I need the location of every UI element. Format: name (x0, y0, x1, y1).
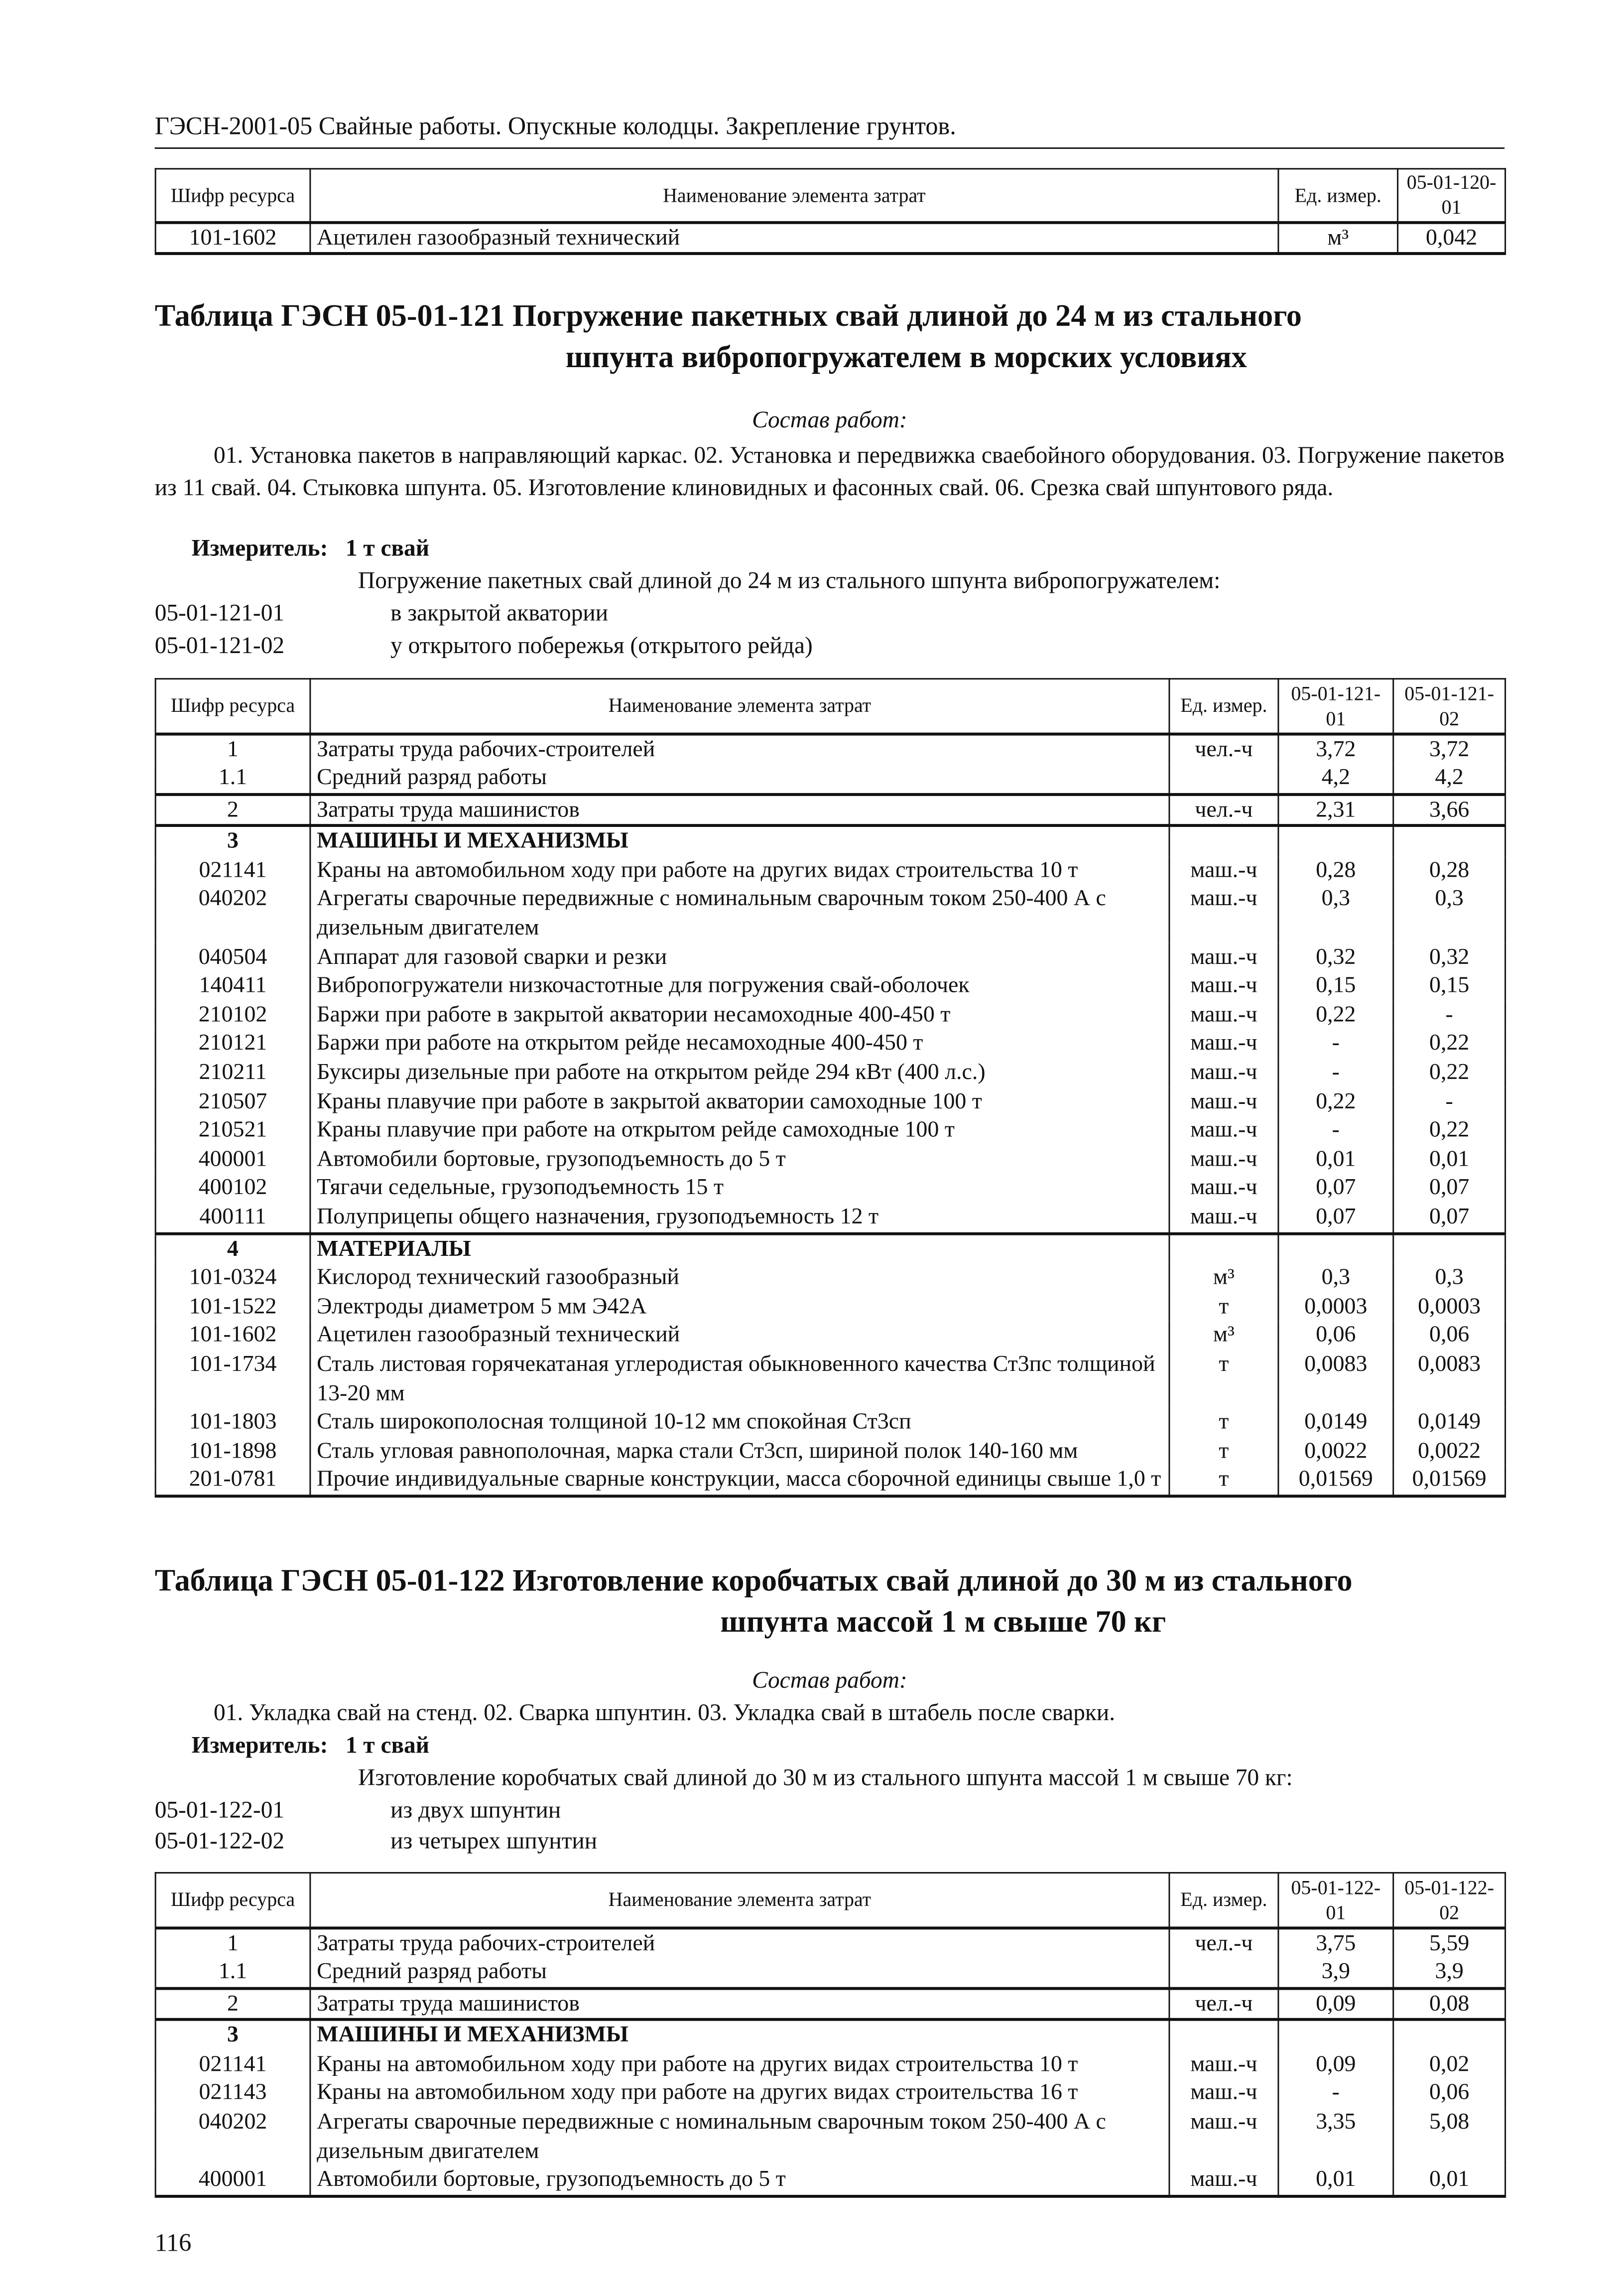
resource-code: 101-1602 (155, 1321, 310, 1350)
table-row (155, 1059, 1505, 1087)
norm-value (1278, 826, 1393, 856)
cost-element-name: Краны плавучие при работе в закрытой акватории самоходные 100 т (310, 1087, 1169, 1116)
unit (1169, 764, 1278, 794)
header-row (155, 169, 1505, 222)
norm-value: 0,01 (1278, 1145, 1393, 1174)
norm-value: 0,07 (1278, 1203, 1393, 1233)
resource-code: 2 (155, 1988, 310, 2020)
variant-code: 05-01-122-02 (154, 1829, 285, 1855)
norm-value: - (1278, 1030, 1393, 1059)
norm-value: 0,01569 (1393, 1466, 1505, 1496)
table-section (155, 826, 1505, 1233)
norm-value (1393, 826, 1505, 856)
norm-value: 0,15 (1393, 972, 1505, 1001)
resource-code: 021141 (155, 856, 310, 885)
col-header-code: Шифр ресурса (155, 1873, 310, 1927)
norm-value: 0,01569 (1278, 1466, 1393, 1496)
col-header-unit: Ед. измер. (1169, 1873, 1278, 1927)
table-122-title-line2: шпунта массой 1 м свыше 70 кг (720, 1604, 1166, 1639)
cost-element-name: Краны на автомобильном ходу при работе на других видах строительства 10 т (310, 2050, 1169, 2079)
norm-value: - (1393, 1001, 1505, 1030)
norm-value: 3,72 (1393, 733, 1505, 764)
table-row (155, 1233, 1505, 1263)
unit: маш.-ч (1169, 856, 1278, 885)
resource-code: 210121 (155, 1030, 310, 1059)
norm-value: 0,07 (1278, 1174, 1393, 1203)
table-row (155, 1001, 1505, 1030)
unit (1169, 826, 1278, 856)
table-row (155, 1927, 1505, 1958)
table-row (155, 1350, 1505, 1408)
header-rule (155, 147, 1504, 149)
norm-value (1278, 1233, 1393, 1263)
cost-element-name: Затраты труда рабочих-строителей (310, 1927, 1169, 1958)
col-header-unit: Ед. измер. (1169, 679, 1278, 733)
variant-code: 05-01-122-01 (154, 1798, 285, 1824)
norm-value: 0,22 (1393, 1116, 1505, 1145)
resource-code: 4 (155, 1233, 310, 1263)
table-row (155, 2050, 1505, 2079)
unit: чел.-ч (1169, 794, 1278, 826)
table-row (155, 222, 1505, 254)
norm-value: 0,22 (1393, 1059, 1505, 1087)
cost-element-name: Вибропогружатели низкочастотные для погружения свай-оболочек (310, 972, 1169, 1001)
unit: т (1169, 1292, 1278, 1321)
norm-value: 0,3 (1393, 1263, 1505, 1292)
norm-value: 0,06 (1393, 1321, 1505, 1350)
variant-text: у открытого побережья (открытого рейда) (390, 634, 813, 659)
cost-element-name: МАШИНЫ И МЕХАНИЗМЫ (310, 2020, 1169, 2050)
col-header-norm: 05-01-122-02 (1393, 1873, 1505, 1927)
norm-value: 0,22 (1278, 1087, 1393, 1116)
unit: маш.-ч (1169, 2166, 1278, 2196)
work-composition-label: Состав работ: (752, 1668, 907, 1694)
norm-value: 5,08 (1393, 2108, 1505, 2166)
norm-value: 0,0022 (1393, 1437, 1505, 1466)
resource-code: 1.1 (155, 764, 310, 794)
norm-value: 0,0003 (1278, 1292, 1393, 1321)
unit: м³ (1278, 222, 1398, 254)
unit: м³ (1169, 1321, 1278, 1350)
cost-element-name: Баржи при работе в закрытой акватории несамоходные 400-450 т (310, 1001, 1169, 1030)
table-05-01-122 (155, 1872, 1506, 2197)
resource-code: 400001 (155, 1145, 310, 1174)
col-header-norm: 05-01-121-02 (1393, 679, 1505, 733)
unit: маш.-ч (1169, 1116, 1278, 1145)
table-121-title-line1: Таблица ГЭСН 05-01-121 Погружение пакетных свай длиной до 24 м из стального (154, 297, 1302, 333)
unit: м³ (1169, 1263, 1278, 1292)
table-section (155, 1233, 1505, 1496)
table-row (155, 856, 1505, 885)
measure-unit: Измеритель: 1 т свай (191, 537, 429, 562)
norm-value: - (1278, 1059, 1393, 1087)
table-row (155, 1321, 1505, 1350)
unit: маш.-ч (1169, 1001, 1278, 1030)
resource-code: 101-1734 (155, 1350, 310, 1408)
unit: чел.-ч (1169, 1988, 1278, 2020)
norm-value: - (1278, 1116, 1393, 1145)
table-122-title-line1: Таблица ГЭСН 05-01-122 Изготовление коробчатых свай длиной до 30 м из стального (154, 1562, 1353, 1598)
resource-code: 101-1602 (155, 222, 310, 254)
table-section (155, 1988, 1505, 2020)
cost-element-name: Краны на автомобильном ходу при работе на других видах строительства 16 т (310, 2079, 1169, 2108)
cost-element-name: МАШИНЫ И МЕХАНИЗМЫ (310, 826, 1169, 856)
norm-value: 0,07 (1393, 1203, 1505, 1233)
norm-value: 0,0022 (1278, 1437, 1393, 1466)
cost-element-name: Баржи при работе на открытом рейде несамоходные 400-450 т (310, 1030, 1169, 1059)
norm-value: 5,59 (1393, 1927, 1505, 1958)
unit: маш.-ч (1169, 2050, 1278, 2079)
col-header-name: Наименование элемента затрат (310, 679, 1169, 733)
resource-code: 400001 (155, 2166, 310, 2196)
norm-value: 3,66 (1393, 794, 1505, 826)
cost-element-name: Краны на автомобильном ходу при работе на других видах строительства 10 т (310, 856, 1169, 885)
cost-element-name: Краны плавучие при работе на открытом рейде самоходные 100 т (310, 1116, 1169, 1145)
table-row (155, 2020, 1505, 2050)
resource-code: 1.1 (155, 1958, 310, 1988)
table-row (155, 1116, 1505, 1145)
norm-value: 0,09 (1278, 2050, 1393, 2079)
cost-element-name: Кислород технический газообразный (310, 1263, 1169, 1292)
norm-value: 3,72 (1278, 733, 1393, 764)
cost-element-name: Затраты труда рабочих-строителей (310, 733, 1169, 764)
table-row (155, 972, 1505, 1001)
col-header-norm: 05-01-122-01 (1278, 1873, 1393, 1927)
unit: чел.-ч (1169, 733, 1278, 764)
cost-element-name: Тягачи седельные, грузоподъемность 15 т (310, 1174, 1169, 1203)
norm-value: - (1393, 1087, 1505, 1116)
cost-element-name: Средний разряд работы (310, 764, 1169, 794)
resource-code: 040202 (155, 2108, 310, 2166)
norm-value: 0,01 (1393, 2166, 1505, 2196)
table-row (155, 1292, 1505, 1321)
table-05-01-121 (155, 678, 1506, 1497)
table-row (155, 1203, 1505, 1233)
col-header-norm: 05-01-121-01 (1278, 679, 1393, 733)
norm-value: 0,0149 (1278, 1408, 1393, 1437)
table-row (155, 1174, 1505, 1203)
cost-element-name: Затраты труда машинистов (310, 794, 1169, 826)
header-row (155, 1873, 1505, 1927)
cost-element-name: Полуприцепы общего назначения, грузоподъемность 12 т (310, 1203, 1169, 1233)
norm-value: 0,0083 (1393, 1350, 1505, 1408)
norm-value: 0,22 (1393, 1030, 1505, 1059)
table-row (155, 943, 1505, 972)
table-section (155, 222, 1505, 254)
variant-text: из четырех шпунтин (390, 1829, 598, 1855)
unit (1169, 1958, 1278, 1988)
cost-element-name: Аппарат для газовой сварки и резки (310, 943, 1169, 972)
variant-text: в закрытой акватории (390, 601, 609, 627)
table-row (155, 1988, 1505, 2020)
norm-value: 0,042 (1398, 222, 1505, 254)
measure-unit: Измеритель: 1 т свай (191, 1733, 429, 1759)
resource-code: 101-0324 (155, 1263, 310, 1292)
unit: маш.-ч (1169, 1030, 1278, 1059)
unit: маш.-ч (1169, 943, 1278, 972)
unit: чел.-ч (1169, 1927, 1278, 1958)
norm-value: 0,3 (1278, 1263, 1393, 1292)
unit: т (1169, 1466, 1278, 1496)
cost-element-name: Агрегаты сварочные передвижные с номинальным сварочным током 250-400 А с дизельным двигателем (310, 885, 1169, 943)
table-row (155, 2166, 1505, 2196)
cost-element-name: Прочие индивидуальные сварные конструкции, масса сборочной единицы свыше 1,0 т (310, 1466, 1169, 1496)
variant-code: 05-01-121-01 (154, 601, 285, 627)
table-row (155, 1408, 1505, 1437)
unit: маш.-ч (1169, 2108, 1278, 2166)
table-row (155, 1030, 1505, 1059)
norm-value: 4,2 (1278, 764, 1393, 794)
unit (1169, 1233, 1278, 1263)
norm-value: 0,0003 (1393, 1292, 1505, 1321)
unit: маш.-ч (1169, 1174, 1278, 1203)
resource-code: 400102 (155, 1174, 310, 1203)
col-header-norm: 05-01-120-01 (1398, 169, 1505, 222)
norm-value: 3,75 (1278, 1927, 1393, 1958)
resource-code: 021141 (155, 2050, 310, 2079)
table-row (155, 1437, 1505, 1466)
resource-code: 021143 (155, 2079, 310, 2108)
unit: маш.-ч (1169, 2079, 1278, 2108)
unit: маш.-ч (1169, 1059, 1278, 1087)
norm-value: 3,9 (1278, 1958, 1393, 1988)
resource-code: 210211 (155, 1059, 310, 1087)
norm-value: 0,28 (1278, 856, 1393, 885)
norm-value: 4,2 (1393, 764, 1505, 794)
norm-value: 0,32 (1393, 943, 1505, 972)
norm-value: 0,3 (1278, 885, 1393, 943)
table-row (155, 885, 1505, 943)
table-section (155, 1927, 1505, 1988)
resource-code: 3 (155, 826, 310, 856)
table-row (155, 1958, 1505, 1988)
resource-code: 101-1803 (155, 1408, 310, 1437)
norm-value: 0,28 (1393, 856, 1505, 885)
unit: маш.-ч (1169, 1145, 1278, 1174)
cost-element-name: Автомобили бортовые, грузоподъемность до 5 т (310, 1145, 1169, 1174)
norm-value: - (1278, 2079, 1393, 2108)
cost-element-name: Буксиры дизельные при работе на открытом рейде 294 кВт (400 л.с.) (310, 1059, 1169, 1087)
header-row (155, 679, 1505, 733)
resource-code: 3 (155, 2020, 310, 2050)
table-row (155, 1263, 1505, 1292)
resource-code: 140411 (155, 972, 310, 1001)
norm-value: 2,31 (1278, 794, 1393, 826)
table-row (155, 2108, 1505, 2166)
work-composition-text: 01. Установка пакетов в направляющий каркас. 02. Установка и передвижка сваебойного оборудования. 03. Погружение пакетов из 11 свай. 04. Стыковка шпунта. 05. Изготовление клиновидных и фасонных свай. 06. Срезка свай шпунтового ряда. (154, 443, 1505, 501)
unit (1169, 2020, 1278, 2050)
unit: маш.-ч (1169, 1203, 1278, 1233)
table-row (155, 794, 1505, 826)
resource-code: 210521 (155, 1116, 310, 1145)
cost-element-name: Средний разряд работы (310, 1958, 1169, 1988)
table-row (155, 764, 1505, 794)
table-121-title-line2: шпунта вибропогружателем в морских условиях (565, 339, 1247, 375)
norm-value: 0,3 (1393, 885, 1505, 943)
norm-value: 3,35 (1278, 2108, 1393, 2166)
norm-value: 0,08 (1393, 1988, 1505, 2020)
norm-value: 3,9 (1393, 1958, 1505, 1988)
resource-code: 210507 (155, 1087, 310, 1116)
norm-value: 0,22 (1278, 1001, 1393, 1030)
cost-element-name: Сталь широкополосная толщиной 10-12 мм спокойная Ст3сп (310, 1408, 1169, 1437)
resource-code: 1 (155, 1927, 310, 1958)
cost-element-name: Ацетилен газообразный технический (310, 1321, 1169, 1350)
cost-element-name: Электроды диаметром 5 мм Э42А (310, 1292, 1169, 1321)
col-header-name: Наименование элемента затрат (310, 1873, 1169, 1927)
cost-element-name: Автомобили бортовые, грузоподъемность до 5 т (310, 2166, 1169, 2196)
table-row (155, 2079, 1505, 2108)
norm-value: 0,07 (1393, 1174, 1505, 1203)
unit: маш.-ч (1169, 1087, 1278, 1116)
norm-value: 0,06 (1393, 2079, 1505, 2108)
norm-value: 0,0149 (1393, 1408, 1505, 1437)
resource-code: 040202 (155, 885, 310, 943)
table-row (155, 733, 1505, 764)
resource-code: 210102 (155, 1001, 310, 1030)
col-header-code: Шифр ресурса (155, 679, 310, 733)
variant-code: 05-01-121-02 (154, 634, 285, 659)
col-header-unit: Ед. измер. (1278, 169, 1398, 222)
norm-value: 0,01 (1393, 1145, 1505, 1174)
work-composition-label: Состав работ: (752, 408, 907, 433)
resource-code: 1 (155, 733, 310, 764)
norm-intro: Погружение пакетных свай длиной до 24 м из стального шпунта вибропогружателем: (358, 569, 1221, 594)
table-row (155, 1466, 1505, 1496)
work-composition-text: 01. Укладка свай на стенд. 02. Сварка шпунтин. 03. Укладка свай в штабель после сварки. (214, 1701, 1116, 1726)
table-section (155, 733, 1505, 794)
resource-code: 040504 (155, 943, 310, 972)
cost-element-name: МАТЕРИАЛЫ (310, 1233, 1169, 1263)
col-header-code: Шифр ресурса (155, 169, 310, 222)
cost-element-name: Агрегаты сварочные передвижные с номинальным сварочным током 250-400 А с дизельным двигателем (310, 2108, 1169, 2166)
cost-element-name: Затраты труда машинистов (310, 1988, 1169, 2020)
unit: маш.-ч (1169, 885, 1278, 943)
norm-value (1278, 2020, 1393, 2050)
table-section (155, 794, 1505, 826)
col-header-name: Наименование элемента затрат (310, 169, 1278, 222)
table-05-01-120-continuation (155, 168, 1506, 255)
resource-code: 101-1898 (155, 1437, 310, 1466)
norm-value: 0,32 (1278, 943, 1393, 972)
norm-value: 0,06 (1278, 1321, 1393, 1350)
norm-value: 0,02 (1393, 2050, 1505, 2079)
resource-code: 400111 (155, 1203, 310, 1233)
table-row (155, 1087, 1505, 1116)
norm-value: 0,15 (1278, 972, 1393, 1001)
norm-value: 0,0083 (1278, 1350, 1393, 1408)
norm-value: 0,09 (1278, 1988, 1393, 2020)
table-row (155, 826, 1505, 856)
norm-value (1393, 2020, 1505, 2050)
norm-value (1393, 1233, 1505, 1263)
variant-text: из двух шпунтин (390, 1798, 561, 1824)
unit: т (1169, 1350, 1278, 1408)
table-row (155, 1145, 1505, 1174)
resource-code: 101-1522 (155, 1292, 310, 1321)
cost-element-name: Ацетилен газообразный технический (310, 222, 1278, 254)
unit: т (1169, 1408, 1278, 1437)
running-header: ГЭСН-2001-05 Свайные работы. Опускные колодцы. Закрепление грунтов. (154, 112, 956, 140)
unit: т (1169, 1437, 1278, 1466)
resource-code: 201-0781 (155, 1466, 310, 1496)
page-number: 116 (154, 2229, 192, 2257)
table-section (155, 2020, 1505, 2196)
unit: маш.-ч (1169, 972, 1278, 1001)
cost-element-name: Сталь угловая равнополочная, марка стали Ст3сп, шириной полок 140-160 мм (310, 1437, 1169, 1466)
resource-code: 2 (155, 794, 310, 826)
cost-element-name: Сталь листовая горячекатаная углеродистая обыкновенного качества Ст3пс толщиной 13-20 мм (310, 1350, 1169, 1408)
norm-intro: Изготовление коробчатых свай длиной до 30 м из стального шпунта массой 1 м свыше 70 кг: (358, 1765, 1293, 1791)
norm-value: 0,01 (1278, 2166, 1393, 2196)
